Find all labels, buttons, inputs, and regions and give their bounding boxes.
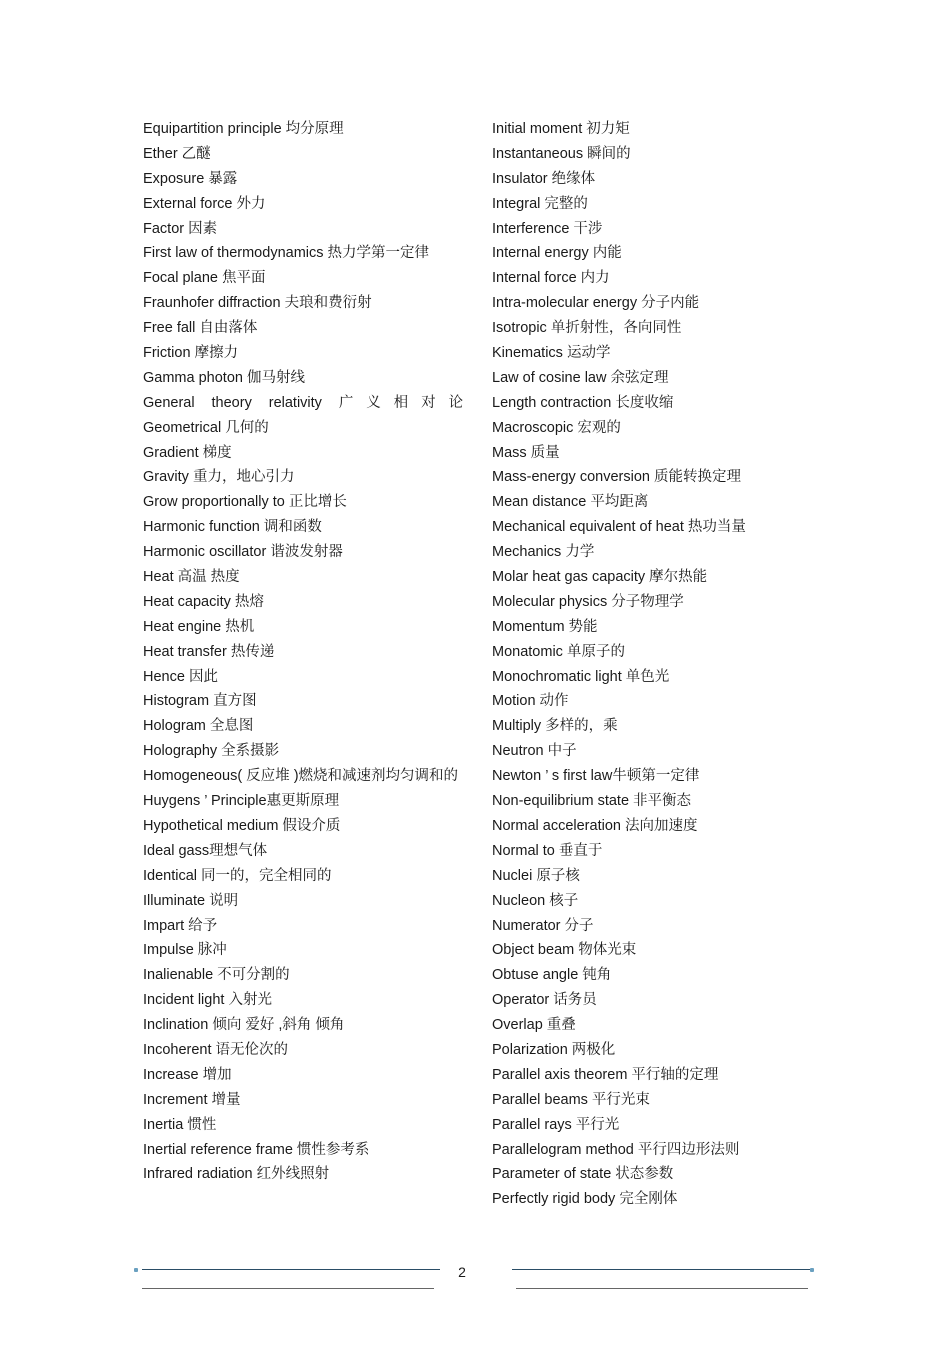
glossary-entry: Heat 高温 热度 <box>143 569 240 586</box>
glossary-entry: Molecular physics 分子物理学 <box>492 593 684 610</box>
glossary-entry: Molar heat gas capacity 摩尔热能 <box>492 569 708 586</box>
glossary-entry: Nucleon 核子 <box>492 892 579 909</box>
glossary-entry: Identical 同一的，完全相同的 <box>143 867 332 884</box>
glossary-entry: Interference 干涉 <box>492 220 603 237</box>
footer-rule-right-bottom <box>516 1288 808 1289</box>
glossary-entry: Infrared radiation 红外线照射 <box>143 1166 330 1183</box>
page-number: 2 <box>458 1264 466 1280</box>
glossary-entry: Nuclei 原子核 <box>492 867 580 884</box>
glossary-entry: Homogeneous( 反应堆 )燃烧和减速剂均匀调和的 <box>143 768 459 785</box>
glossary-entry: Obtuse angle 钝角 <box>492 967 612 984</box>
glossary-entry: Incident light 入射光 <box>143 992 272 1009</box>
glossary-entry: Mechanical equivalent of heat 热功当量 <box>492 519 746 536</box>
glossary-entry: Internal energy 内能 <box>492 245 622 262</box>
glossary-entry: Mechanics 力学 <box>492 544 595 561</box>
glossary-entry: General theory relativity 广义相对论 <box>143 394 463 411</box>
glossary-entry: Impulse 脉冲 <box>143 942 227 959</box>
glossary-entry: Newton ’ s first law牛顿第一定律 <box>492 768 700 785</box>
glossary-entry: Holography 全系摄影 <box>143 743 280 760</box>
glossary-entry: Gravity 重力，地心引力 <box>143 469 295 486</box>
glossary-entry: Non-equilibrium state 非平衡态 <box>492 793 692 810</box>
glossary-entry: Histogram 直方图 <box>143 693 257 710</box>
glossary-entry: Neutron 中子 <box>492 743 577 760</box>
glossary-entry: Motion 动作 <box>492 693 569 710</box>
glossary-entry: Equipartition principle 均分原理 <box>143 121 344 137</box>
glossary-entry: Increment 增量 <box>143 1091 241 1108</box>
glossary-entry: Normal acceleration 法向加速度 <box>492 817 698 834</box>
glossary-entry: Gradient 梯度 <box>143 444 232 461</box>
glossary-entry: Insulator 绝缘体 <box>492 170 596 187</box>
glossary-entry: Impart 给予 <box>143 917 218 934</box>
glossary-entry: Heat transfer 热传递 <box>143 643 275 660</box>
glossary-entry: Parallel beams 平行光束 <box>492 1091 650 1108</box>
glossary-entry: Operator 话务员 <box>492 992 597 1009</box>
glossary-entry: Monatomic 单原子的 <box>492 643 625 660</box>
glossary-entry: Geometrical 几何的 <box>143 419 269 436</box>
glossary-entry: Hence 因此 <box>143 668 218 685</box>
glossary-entry: Intra-molecular energy 分子内能 <box>492 295 700 312</box>
glossary-entry: Mass-energy conversion 质能转换定理 <box>492 469 741 486</box>
glossary-entry: Ether 乙醚 <box>143 145 211 162</box>
glossary-entry: Hologram 全息图 <box>143 718 254 735</box>
glossary-entry: Object beam 物体光束 <box>492 942 637 959</box>
glossary-entry: Normal to 垂直于 <box>492 842 603 859</box>
glossary-entry: Instantaneous 瞬间的 <box>492 145 631 162</box>
glossary-entry: Illuminate 说明 <box>143 892 239 909</box>
glossary-entry: Ideal gass理想气体 <box>143 842 268 859</box>
glossary-entry: Grow proportionally to 正比增长 <box>143 494 347 511</box>
glossary-entry: Macroscopic 宏观的 <box>492 419 621 436</box>
glossary-entry: Huygens ’ Principle惠更斯原理 <box>143 793 340 810</box>
glossary-entry: Parallel rays 平行光 <box>492 1116 620 1133</box>
glossary-entry: First law of thermodynamics 热力学第一定律 <box>143 245 430 262</box>
glossary-entry: Length contraction 长度收缩 <box>492 394 674 411</box>
glossary-entry: Heat capacity 热熔 <box>143 593 264 610</box>
glossary-entry: Monochromatic light 单色光 <box>492 668 670 685</box>
glossary-entry: Polarization 两极化 <box>492 1041 616 1058</box>
glossary-entry: Perfectly rigid body 完全刚体 <box>492 1191 678 1208</box>
glossary-entry: Harmonic oscillator 谐波发射器 <box>143 544 343 561</box>
glossary-entry: Harmonic function 调和函数 <box>143 519 322 536</box>
glossary-entry: Inertia 惯性 <box>143 1116 217 1133</box>
glossary-entry: Law of cosine law 余弦定理 <box>492 369 669 386</box>
glossary-entry: Internal force 内力 <box>492 270 610 287</box>
glossary-entry: Kinematics 运动学 <box>492 345 611 362</box>
right-column <box>492 119 812 1214</box>
glossary-entry: Gamma photon 伽马射线 <box>143 369 305 386</box>
page-footer <box>0 1255 950 1305</box>
glossary-entry: Momentum 势能 <box>492 618 598 635</box>
glossary-entry: Initial moment 初力矩 <box>492 121 630 137</box>
glossary-entry: Parameter of state 状态参数 <box>492 1166 674 1183</box>
glossary-entry: Inalienable 不可分割的 <box>143 967 290 984</box>
glossary-entry: Mass 质量 <box>492 444 560 461</box>
glossary-entry: Incoherent 语无伦次的 <box>143 1041 289 1058</box>
glossary-entry: Parallelogram method 平行四边形法则 <box>492 1141 740 1158</box>
glossary-entry: Heat engine 热机 <box>143 618 255 635</box>
glossary-entry: Overlap 重叠 <box>492 1017 576 1034</box>
glossary-entry: Integral 完整的 <box>492 195 588 212</box>
glossary-entry: Hypothetical medium 假设介质 <box>143 817 341 834</box>
glossary-entry: Inclination 倾向 爱好 ,斜角 倾角 <box>143 1017 345 1034</box>
glossary-entry: Numerator 分子 <box>492 917 594 934</box>
glossary-entry: Parallel axis theorem 平行轴的定理 <box>492 1066 719 1083</box>
glossary-entry: Multiply 多样的，乘 <box>492 718 618 735</box>
left-column <box>143 119 463 1189</box>
glossary-entry: Free fall 自由落体 <box>143 320 258 337</box>
glossary-entry: Exposure 暴露 <box>143 170 238 187</box>
rule-end-marker <box>134 1268 138 1272</box>
footer-rule-left-bottom <box>142 1288 434 1289</box>
glossary-entry: Focal plane 焦平面 <box>143 270 266 287</box>
glossary-entry: Factor 因素 <box>143 220 218 237</box>
glossary-entry: Friction 摩擦力 <box>143 345 239 362</box>
rule-end-marker <box>810 1268 814 1272</box>
glossary-entry: External force 外力 <box>143 195 266 212</box>
glossary-entry: Increase 增加 <box>143 1066 232 1083</box>
glossary-entry: Isotropic 单折射性，各向同性 <box>492 320 682 337</box>
footer-rule-right-top <box>512 1269 810 1270</box>
glossary-entry: Fraunhofer diffraction 夫琅和费衍射 <box>143 295 372 312</box>
glossary-entry: Inertial reference frame 惯性参考系 <box>143 1141 370 1158</box>
glossary-entry: Mean distance 平均距离 <box>492 494 649 511</box>
footer-rule-left-top <box>142 1269 440 1270</box>
